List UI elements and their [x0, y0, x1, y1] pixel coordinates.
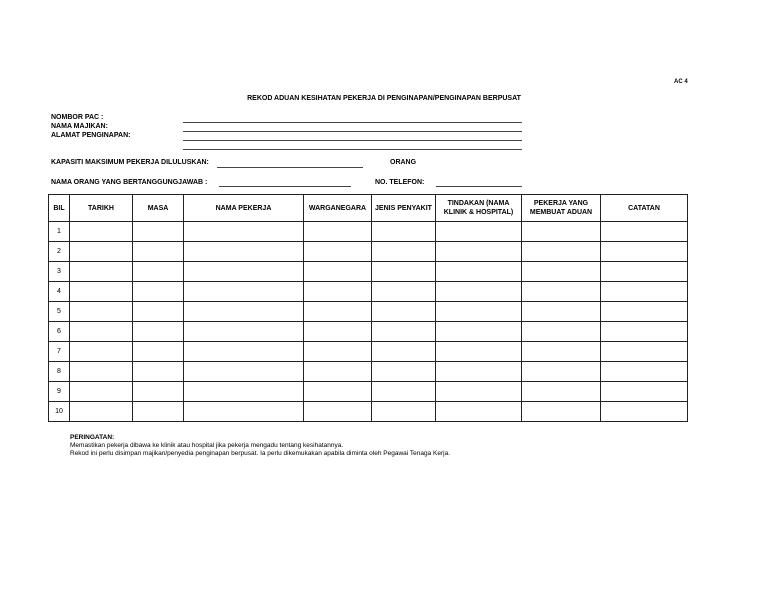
table-cell[interactable]	[70, 382, 133, 402]
table-cell[interactable]	[133, 222, 184, 242]
table-row	[49, 342, 688, 362]
table-cell[interactable]	[304, 222, 372, 242]
table-cell[interactable]	[436, 342, 522, 362]
alamat-line-1[interactable]	[183, 140, 522, 141]
no-telefon-line[interactable]	[436, 186, 522, 187]
table-row	[49, 302, 688, 322]
table-cell[interactable]	[133, 362, 184, 382]
table-cell[interactable]	[601, 242, 688, 262]
table-cell[interactable]	[436, 362, 522, 382]
table-cell[interactable]	[436, 222, 522, 242]
table-cell[interactable]	[436, 242, 522, 262]
table-cell[interactable]	[184, 382, 304, 402]
table-cell[interactable]	[184, 342, 304, 362]
table-cell[interactable]	[304, 382, 372, 402]
header-bil: BIL	[49, 195, 70, 222]
table-row	[49, 382, 688, 402]
nama-majikan-line[interactable]	[183, 131, 522, 132]
table-cell[interactable]	[372, 262, 436, 282]
table-cell[interactable]	[436, 322, 522, 342]
table-cell[interactable]	[133, 382, 184, 402]
table-cell[interactable]	[522, 302, 601, 322]
nombor-pac-label: NOMBOR PAC :	[51, 114, 104, 121]
kapasiti-label: KAPASITI MAKSIMUM PEKERJA DILULUSKAN:	[51, 159, 209, 166]
table-cell[interactable]	[522, 222, 601, 242]
table-cell[interactable]	[436, 402, 522, 422]
table-cell[interactable]	[601, 322, 688, 342]
alamat-line-2[interactable]	[183, 149, 522, 150]
table-cell[interactable]	[184, 222, 304, 242]
table-cell[interactable]	[601, 342, 688, 362]
header-nama-pekerja: NAMA PEKERJA	[184, 195, 304, 222]
table-cell[interactable]	[522, 242, 601, 262]
row-number: 7	[49, 342, 70, 362]
table-cell[interactable]	[372, 402, 436, 422]
table-cell[interactable]	[522, 322, 601, 342]
no-telefon-label: NO. TELEFON:	[375, 179, 425, 186]
row-number: 8	[49, 362, 70, 382]
table-row	[49, 362, 688, 382]
table-cell[interactable]	[184, 242, 304, 262]
table-cell[interactable]	[184, 322, 304, 342]
table-cell[interactable]	[184, 262, 304, 282]
table-cell[interactable]	[601, 402, 688, 422]
table-cell[interactable]	[372, 342, 436, 362]
table-cell[interactable]	[372, 302, 436, 322]
table-cell[interactable]	[70, 242, 133, 262]
table-cell[interactable]	[436, 382, 522, 402]
table-cell[interactable]	[601, 302, 688, 322]
header-pekerja-aduan: PEKERJA YANG MEMBUAT ADUAN	[522, 195, 601, 222]
table-cell[interactable]	[522, 402, 601, 422]
table-cell[interactable]	[601, 362, 688, 382]
table-cell[interactable]	[133, 242, 184, 262]
header-tarikh: TARIKH	[70, 195, 133, 222]
table-cell[interactable]	[372, 382, 436, 402]
table-cell[interactable]	[601, 282, 688, 302]
table-cell[interactable]	[372, 362, 436, 382]
table-cell[interactable]	[184, 302, 304, 322]
table-row	[49, 242, 688, 262]
row-number: 10	[49, 402, 70, 422]
complaint-table	[48, 194, 688, 422]
table-cell[interactable]	[601, 222, 688, 242]
form-title: REKOD ADUAN KESIHATAN PEKERJA DI PENGINAPAN/PENGINAPAN BERPUSAT	[247, 95, 521, 102]
table-cell[interactable]	[601, 262, 688, 282]
row-number: 2	[49, 242, 70, 262]
nombor-pac-line[interactable]	[183, 122, 522, 123]
row-number: 1	[49, 222, 70, 242]
table-cell[interactable]	[304, 282, 372, 302]
table-cell[interactable]	[133, 282, 184, 302]
table-cell[interactable]	[372, 282, 436, 302]
table-row	[49, 262, 688, 282]
table-header-row	[49, 195, 688, 222]
header-jenis-penyakit: JENIS PENYAKIT	[372, 195, 436, 222]
table-cell[interactable]	[70, 302, 133, 322]
orang-label: ORANG	[390, 159, 417, 166]
table-cell[interactable]	[522, 342, 601, 362]
table-cell[interactable]	[436, 302, 522, 322]
table-cell[interactable]	[70, 342, 133, 362]
table-cell[interactable]	[304, 262, 372, 282]
table-cell[interactable]	[372, 322, 436, 342]
row-number: 6	[49, 322, 70, 342]
table-cell[interactable]	[372, 222, 436, 242]
table-cell[interactable]	[522, 382, 601, 402]
table-cell[interactable]	[70, 262, 133, 282]
table-cell[interactable]	[133, 402, 184, 422]
nama-majikan-label: NAMA MAJIKAN:	[51, 123, 108, 130]
table-cell[interactable]	[436, 282, 522, 302]
table-cell[interactable]	[522, 362, 601, 382]
table-cell[interactable]	[133, 322, 184, 342]
table-cell[interactable]	[70, 402, 133, 422]
header-catatan: CATATAN	[601, 195, 688, 222]
warning-line-1: Memastikan pekerja dibawa ke klinik atau hospital jika pekerja mengadu tentang kesihatannya.	[70, 442, 344, 449]
table-cell[interactable]	[436, 262, 522, 282]
table-cell[interactable]	[70, 222, 133, 242]
table-cell[interactable]	[304, 242, 372, 262]
alamat-penginapan-label: ALAMAT PENGINAPAN:	[51, 132, 131, 139]
table-row	[49, 322, 688, 342]
table-cell[interactable]	[70, 282, 133, 302]
table-cell[interactable]	[601, 382, 688, 402]
table-cell[interactable]	[184, 282, 304, 302]
table-row	[49, 282, 688, 302]
table-cell[interactable]	[70, 362, 133, 382]
row-number: 5	[49, 302, 70, 322]
nama-bertanggungjawab-line[interactable]	[219, 186, 351, 187]
table-cell[interactable]	[522, 282, 601, 302]
table-cell[interactable]	[304, 322, 372, 342]
table-row	[49, 222, 688, 242]
table-cell[interactable]	[304, 302, 372, 322]
header-tindakan: TINDAKAN (NAMA KLINIK & HOSPITAL)	[436, 195, 522, 222]
table-cell[interactable]	[304, 402, 372, 422]
table-cell[interactable]	[372, 242, 436, 262]
table-cell[interactable]	[522, 262, 601, 282]
row-number: 3	[49, 262, 70, 282]
warning-notes	[70, 434, 450, 458]
table-cell[interactable]	[304, 362, 372, 382]
table-row	[49, 402, 688, 422]
row-number: 4	[49, 282, 70, 302]
form-code: AC 4	[674, 79, 688, 85]
header-masa: MASA	[133, 195, 184, 222]
table-cell[interactable]	[304, 342, 372, 362]
table-cell[interactable]	[133, 262, 184, 282]
row-number: 9	[49, 382, 70, 402]
kapasiti-line[interactable]	[217, 167, 363, 168]
warning-line-2: Rekod ini perlu disimpan majikan/penyedia penginapan berpusat. Ia perlu dikemukakan apabila diminta oleh Pegawai Tenaga Kerja.	[70, 450, 451, 457]
nama-bertanggungjawab-label: NAMA ORANG YANG BERTANGGUNGJAWAB :	[51, 179, 208, 186]
table-cell[interactable]	[133, 302, 184, 322]
warning-heading: PERINGATAN:	[70, 434, 115, 441]
table-cell[interactable]	[184, 402, 304, 422]
table-cell[interactable]	[70, 322, 133, 342]
header-warganegara: WARGANEGARA	[304, 195, 372, 222]
table-cell[interactable]	[133, 342, 184, 362]
table-cell[interactable]	[184, 362, 304, 382]
